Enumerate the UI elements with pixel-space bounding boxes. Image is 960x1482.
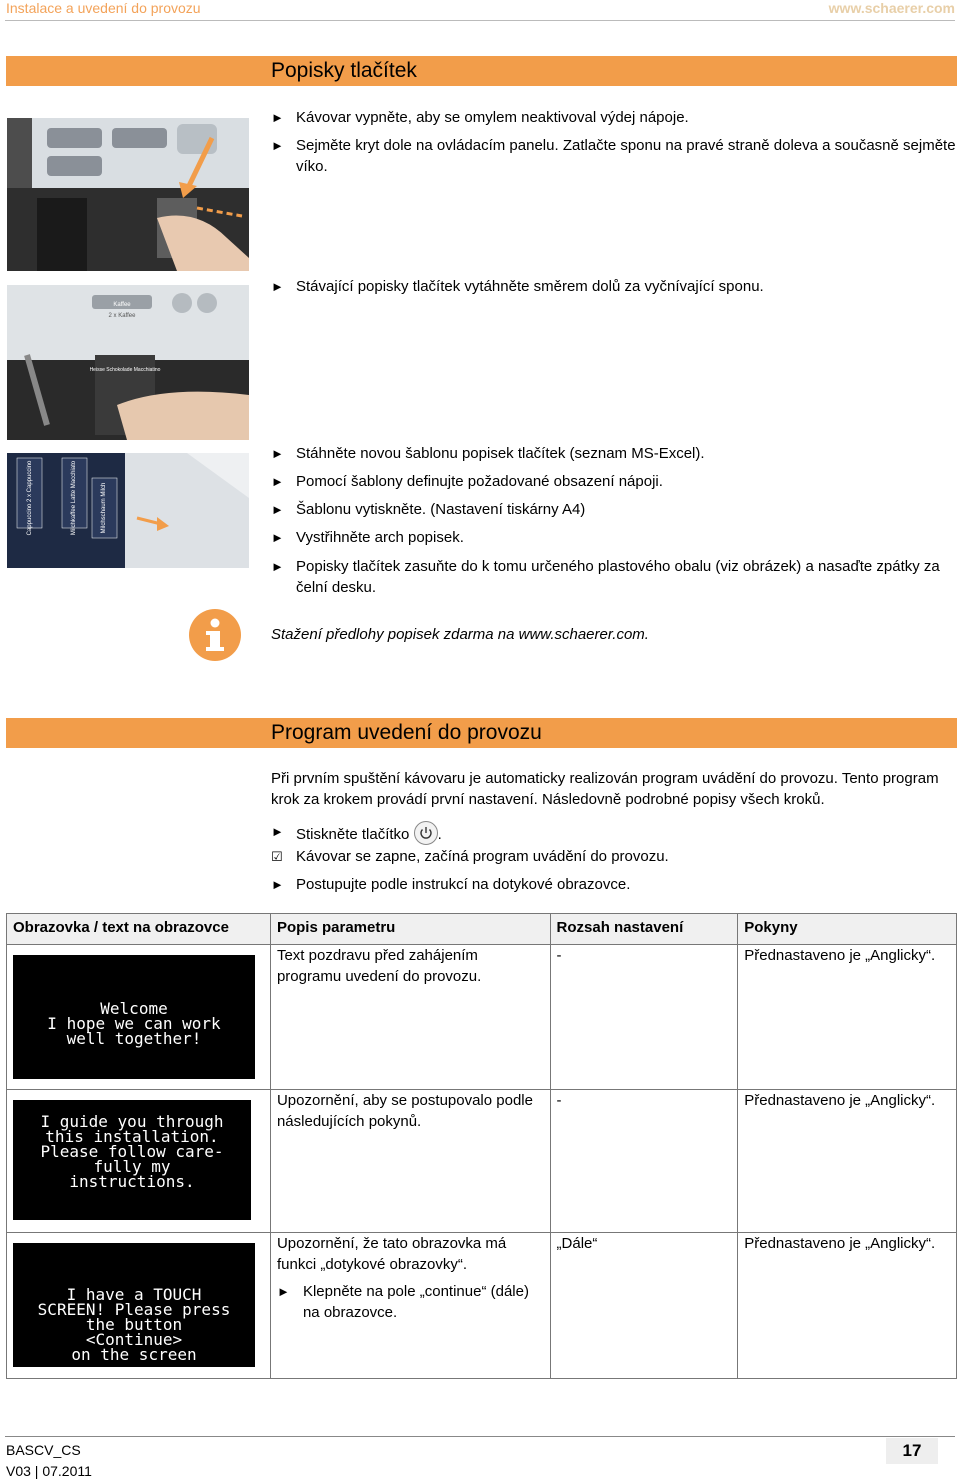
- continue-button[interactable]: Continue: [47, 1394, 221, 1418]
- bullet-arrow-icon: ►: [271, 502, 284, 517]
- row-description: Text pozdravu před zahájením programu uvedení do provozu.: [270, 945, 550, 1090]
- col-header-range: Rozsah nastavení: [550, 914, 738, 945]
- bullet-arrow-icon: ►: [271, 474, 284, 489]
- footer-divider: [5, 1436, 955, 1437]
- page-number: 17: [886, 1438, 938, 1464]
- bullet-arrow-icon: ►: [276, 1284, 290, 1299]
- table-row: [7, 1233, 957, 1379]
- bullet-arrow-icon: ►: [271, 279, 284, 294]
- section-band-labels: [6, 56, 957, 86]
- step-press-button: ► Stiskněte tlačítko .: [271, 821, 296, 842]
- info-note: Stažení předlohy popisek zdarma na www.schaerer.com.: [271, 626, 649, 643]
- bullet-arrow-icon: ►: [271, 110, 284, 125]
- photo-label-template: [7, 453, 249, 568]
- step-define-drinks: ► Pomocí šablony definujte požadované obsazení nápoji.: [271, 473, 663, 490]
- bullet-arrow-icon: ►: [271, 446, 284, 461]
- screen-guide: I guide you through this installation. Please follow care- fully my instructions.: [13, 1100, 251, 1220]
- col-header-screen: Obrazovka / text na obrazovce: [7, 914, 271, 945]
- row-notes: Přednastaveno je „Anglicky“.: [738, 1090, 957, 1233]
- photo-label-strip: Heisse Schokolade Macchiatino: [89, 367, 161, 373]
- row-range: -: [550, 945, 738, 1090]
- section-band-startup: [6, 718, 957, 748]
- row-range: „Dále“: [550, 1233, 738, 1379]
- screen-welcome: Welcome I hope we can work well together!: [13, 955, 255, 1079]
- section-title-labels: Popisky tlačítek: [271, 59, 417, 82]
- header-divider: [5, 20, 955, 21]
- step-pull-labels: ► Stávající popisky tlačítek vytáhněte směrem dolů za vyčnívající sponu.: [271, 278, 764, 295]
- bullet-arrow-icon: ►: [271, 530, 284, 545]
- screen-touch: I have a TOUCH SCREEN! Please press the button <Continue> on the screen Continue: [13, 1243, 255, 1367]
- bullet-arrow-icon: ►: [271, 559, 284, 574]
- header-section: Instalace a uvedení do provozu: [6, 0, 201, 16]
- startup-intro: Při prvním spuštění kávovaru je automaticky realizován program uvádění do provozu. Tento program krok za krokem provádí první nastavení. Následovně podrobné popisy všech kroků.: [271, 770, 939, 808]
- row-description: Upozornění, aby se postupovalo podle následujících pokynů.: [270, 1090, 550, 1233]
- row-description: Upozornění, že tato obrazovka má funkci „dotykové obrazovky“.: [276, 1235, 507, 1273]
- step-follow-instructions: ► Postupujte podle instrukcí na dotykové obrazovce.: [271, 876, 631, 893]
- step-result: ☑ Kávovar se zapne, začíná program uvádění do provozu.: [271, 848, 669, 865]
- step-insert-labels: ► Popisky tlačítek zasuňte do k tomu určeného plastového obalu (viz obrázek) a nasaďte zpátky za čelní desku.: [271, 558, 940, 596]
- bullet-arrow-icon: ►: [271, 824, 284, 839]
- col-header-notes: Pokyny: [738, 914, 957, 945]
- step-cut-sheet: ► Vystřihněte arch popisek.: [271, 529, 464, 546]
- info-icon: [189, 609, 241, 661]
- step-switch-off: ► Kávovar vypněte, aby se omylem neaktivoval výdej nápoje.: [271, 109, 689, 126]
- photo-label-kaffee: Kaffee: [113, 302, 131, 308]
- step-print-template: ► Šablonu vytiskněte. (Nastavení tiskárny A4): [271, 501, 586, 518]
- template-label-3: Milchschaum Milch: [101, 482, 107, 534]
- photo-label-2xkaffee: 2 x Kaffee: [108, 313, 136, 319]
- checkbox-checked-icon: ☑: [271, 849, 283, 864]
- bullet-arrow-icon: ►: [271, 138, 284, 153]
- table-row: [7, 945, 957, 1090]
- photo-pull-strip: [7, 285, 249, 440]
- step-download-template: ► Stáhněte novou šablonu popisek tlačítek (seznam MS-Excel).: [271, 445, 705, 462]
- bullet-arrow-icon: ►: [271, 877, 284, 892]
- step-remove-cover: ► Sejměte kryt dole na ovládacím panelu. Zatlačte sponu na pravé straně doleva a současně sejměte víko.: [271, 137, 956, 175]
- section-title-startup: Program uvedení do provozu: [271, 721, 542, 744]
- template-label-2: Milchkaffee Latte Macchiato: [71, 460, 77, 536]
- row-step: ► Klepněte na pole „continue“ (dále) na obrazovce.: [276, 1283, 529, 1321]
- footer-doc: BASCV_CS: [6, 1442, 81, 1458]
- table-header-row: [7, 914, 957, 945]
- col-header-description: Popis parametru: [270, 914, 550, 945]
- photo-remove-cover: [7, 118, 249, 271]
- power-button-icon: [414, 821, 438, 845]
- row-notes: Přednastaveno je „Anglicky“.: [738, 945, 957, 1090]
- footer-version: V03 | 07.2011: [6, 1463, 92, 1479]
- row-notes: Přednastaveno je „Anglicky“.: [738, 1233, 957, 1379]
- row-range: -: [550, 1090, 738, 1233]
- header-website[interactable]: www.schaerer.com: [828, 0, 955, 16]
- table-row: [7, 1090, 957, 1233]
- startup-table: [6, 913, 957, 1416]
- template-label-1: Cappuccino 2 x Cappuccino: [27, 460, 33, 536]
